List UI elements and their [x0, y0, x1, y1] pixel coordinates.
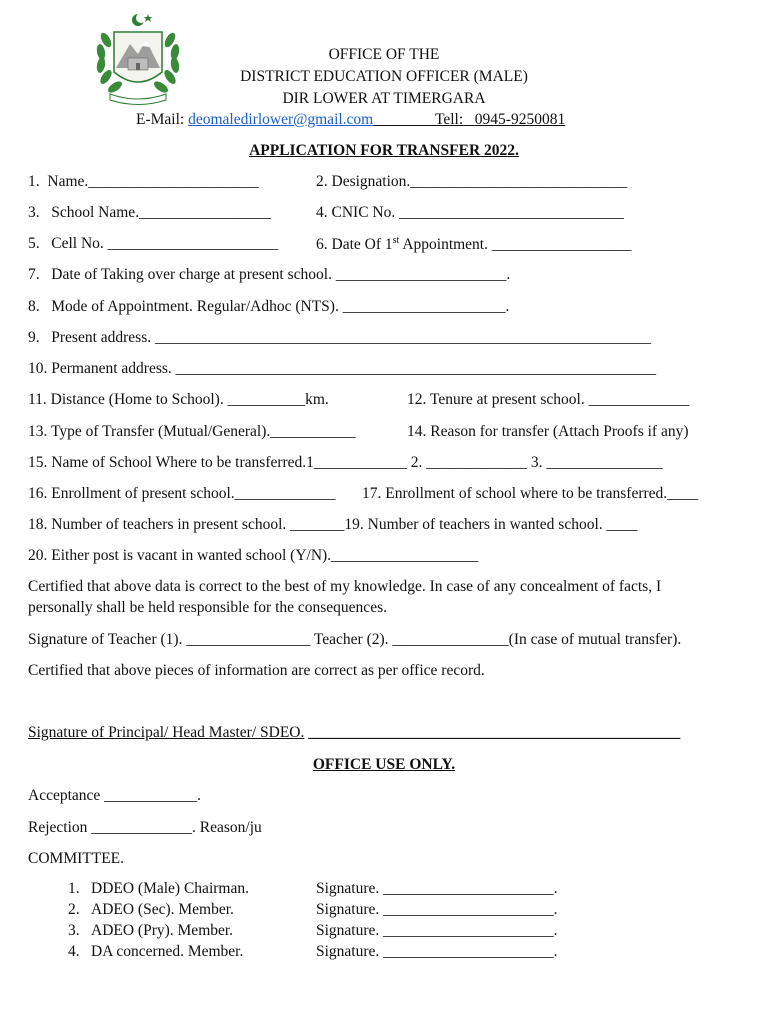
field-tenure[interactable]: 12. Tenure at present school. _____________	[407, 391, 690, 408]
principal-signature-line: ________________________________________________	[304, 724, 681, 741]
email-label: E-Mail:	[136, 111, 189, 128]
committee-heading: COMMITTEE.	[28, 850, 125, 867]
field-permanent-address[interactable]: 10. Permanent address. ______________________________________________________________	[28, 360, 657, 377]
committee-member-1-num: 1.	[68, 880, 80, 897]
teacher-signatures[interactable]: Signature of Teacher (1). ________________ Teacher (2). _______________(In case of mutual transfer).	[28, 631, 682, 648]
principal-signature[interactable]	[28, 724, 680, 742]
field-name[interactable]: 1. Name.______________________	[28, 173, 259, 190]
field-post-vacant[interactable]: 20. Either post is vacant in wanted school (Y/N).___________________	[28, 547, 479, 564]
tel-number: 0945-9250081	[474, 111, 566, 128]
field-enrollment-present[interactable]: 16. Enrollment of present school._____________	[28, 485, 336, 502]
field-present-address[interactable]: 9. Present address. ________________________________________________________________	[28, 329, 651, 346]
field-designation[interactable]: 2. Designation.____________________________	[316, 173, 628, 190]
office-heading-line3: DIR LOWER AT TIMERGARA	[282, 90, 486, 107]
contact-line	[136, 111, 565, 129]
field-target-schools[interactable]: 15. Name of School Where to be transferred.1____________ 2. _____________ 3. _______________	[28, 454, 663, 471]
committee-member-4-role: DA concerned. Member.	[91, 943, 244, 960]
principal-signature-label: Signature of Principal/ Head Master/ SDEO.	[28, 724, 305, 741]
field-transfer-type[interactable]: 13. Type of Transfer (Mutual/General).___________	[28, 423, 356, 440]
office-record-certification: Certified that above pieces of information are correct as per office record.	[28, 662, 485, 679]
certification-text-line2: personally shall be held responsible for the consequences.	[28, 599, 387, 616]
field-mode-appointment[interactable]: 8. Mode of Appointment. Regular/Adhoc (NTS). _____________________.	[28, 298, 510, 315]
form-title: APPLICATION FOR TRANSFER 2022.	[249, 142, 519, 159]
committee-member-4-num: 4.	[68, 943, 80, 960]
committee-member-1-role: DDEO (Male) Chairman.	[91, 880, 249, 897]
field-transfer-reason[interactable]: 14. Reason for transfer (Attach Proofs if any)	[407, 423, 689, 440]
field-rejection[interactable]: Rejection _____________. Reason/ju	[28, 819, 262, 836]
committee-member-3-role: ADEO (Pry). Member.	[91, 922, 234, 939]
committee-member-2-signature[interactable]: Signature. ______________________.	[316, 901, 558, 918]
tel-label: Tell:	[434, 111, 464, 128]
field-cell-no[interactable]: 5. Cell No. ______________________	[28, 235, 279, 252]
field-school-name[interactable]: 3. School Name._________________	[28, 204, 271, 221]
field-first-appointment[interactable]: 6. Date Of 1st Appointment. __________________	[316, 235, 632, 254]
field-cnic[interactable]: 4. CNIC No. _____________________________	[316, 204, 624, 221]
committee-member-2-role: ADEO (Sec). Member.	[91, 901, 234, 918]
certification-text-line1: Certified that above data is correct to the best of my knowledge. In case of any concealment of facts, I	[28, 578, 662, 595]
office-heading-line2: DISTRICT EDUCATION OFFICER (MALE)	[240, 68, 528, 85]
committee-member-2-num: 2.	[68, 901, 80, 918]
field-charge-date[interactable]: 7. Date of Taking over charge at present school. ______________________.	[28, 266, 511, 283]
office-use-heading: OFFICE USE ONLY.	[312, 756, 456, 773]
field-distance[interactable]: 11. Distance (Home to School). __________km.	[28, 391, 329, 408]
committee-member-3-num: 3.	[68, 922, 80, 939]
field-teacher-counts[interactable]: 18. Number of teachers in present school. _______19. Number of teachers in wanted school. ____	[28, 516, 638, 533]
field-acceptance[interactable]: Acceptance ____________.	[28, 787, 202, 804]
committee-member-4-signature[interactable]: Signature. ______________________.	[316, 943, 558, 960]
committee-member-3-signature[interactable]: Signature. ______________________.	[316, 922, 558, 939]
email-link[interactable]: deomaledirlower@gmail.com	[188, 111, 374, 128]
office-heading-line1: OFFICE OF THE	[328, 46, 440, 63]
field-enrollment-target[interactable]: 17. Enrollment of school where to be transferred.____	[362, 485, 699, 502]
contact-gap	[373, 111, 435, 128]
committee-member-1-signature[interactable]: Signature. ______________________.	[316, 880, 558, 897]
